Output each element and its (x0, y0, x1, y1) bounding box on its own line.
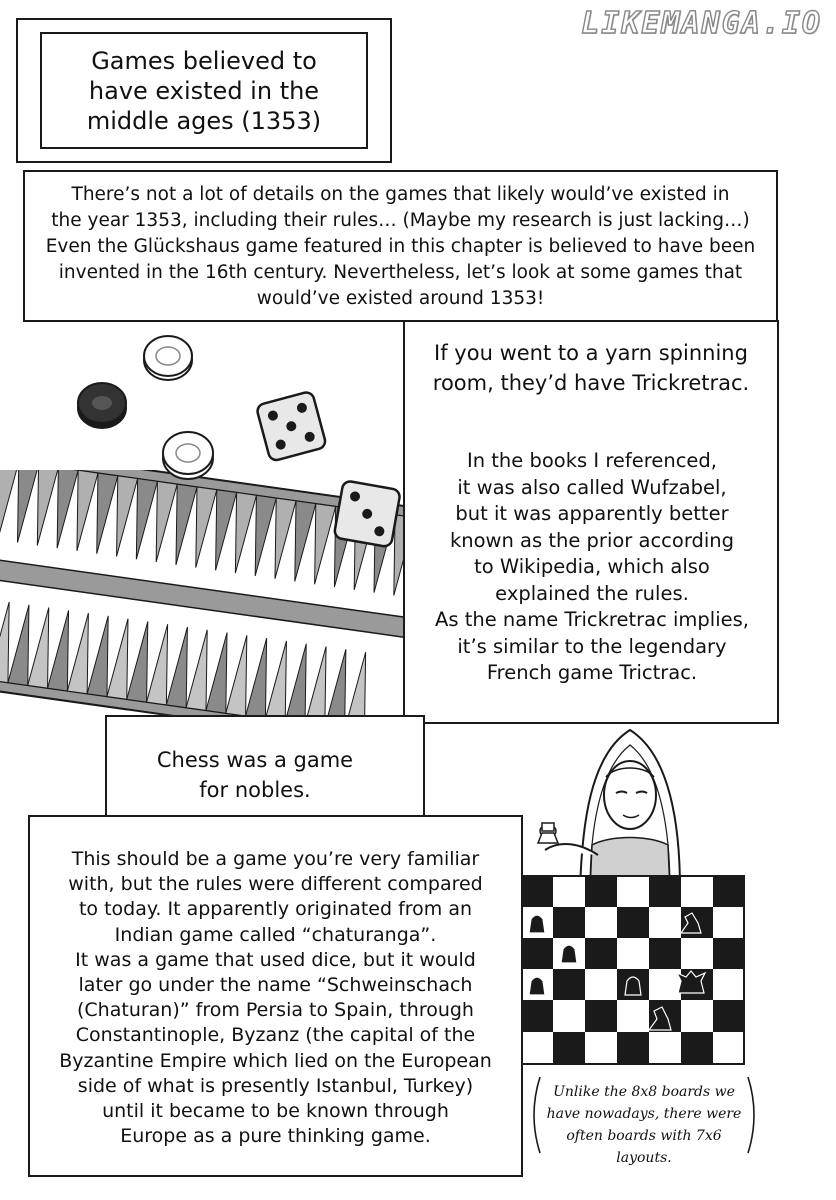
note-line: Unlike the 8x8 boards we (553, 1084, 735, 1100)
body-line: known as the prior according (449, 528, 735, 552)
body-line: Byzantine Empire which lied on the European (59, 1049, 492, 1072)
game-piece-icon (138, 330, 198, 385)
heading-line: Chess was a game (156, 748, 354, 772)
body-line: later go under the name “Schweinschach (78, 974, 473, 997)
right-paren-icon (746, 1075, 760, 1155)
body-line: This should be a game you’re very familiar (71, 848, 480, 870)
dice-icon (328, 475, 408, 555)
body-line: it was also called Wufzabel, (457, 475, 727, 499)
body-line: to Wikipedia, which also (474, 555, 710, 578)
page-title (40, 32, 368, 149)
game-piece-icon (158, 428, 218, 483)
heading-line: room, they’d have Trickretrac. (432, 371, 750, 395)
body-line: In the books I referenced, (466, 449, 718, 472)
chess-body-panel (28, 815, 523, 1177)
body-line: with, but the rules were different compared (68, 873, 483, 896)
intro-line: There’s not a lot of details on the games that likely would’ve existed in (71, 184, 730, 205)
title-box (16, 18, 392, 163)
body-line: but it was apparently better (455, 502, 729, 525)
note-line: often boards with 7x6 layouts. (566, 1128, 722, 1166)
body-line: Europe as a pure thinking game. (120, 1125, 431, 1148)
chess-heading (105, 745, 405, 805)
note-line: have nowadays, there were (546, 1106, 742, 1122)
intro-line: Even the Glückshaus game featured in this chapter is believed to have been (45, 236, 756, 257)
heading-line: for nobles. (199, 778, 311, 802)
title-line: middle ages (1353) (86, 106, 322, 135)
nun-character-illustration (520, 715, 720, 895)
body-line: (Chaturan)” from Persia to Spain, through (77, 999, 474, 1022)
body-line: It was a game that used dice, but it would (75, 948, 476, 971)
title-line: have existed in the (88, 76, 320, 105)
body-line: As the name Trickretrac implies, (435, 608, 749, 631)
heading-line: If you went to a yarn spinning (434, 341, 748, 365)
intro-line: invented in the 16th century. Nevertheless, let’s look at some games that (58, 262, 743, 283)
body-line: explained the rules. (495, 581, 689, 605)
body-line: to today. It apparently originated from an (78, 898, 473, 921)
watermark: LIKEMANGA.IO (581, 6, 822, 41)
body-line: it’s similar to the legendary (457, 634, 727, 658)
dice-icon (250, 385, 335, 465)
intro-panel (23, 170, 778, 322)
game-piece-icon (72, 378, 132, 433)
intro-line: would’ve existed around 1353! (256, 288, 545, 309)
chessboard-illustration (520, 875, 745, 1065)
body-line: Indian game called “chaturanga”. (114, 923, 437, 946)
chess-note (528, 1075, 760, 1166)
body-line: until it became to be known through (102, 1100, 449, 1123)
title-line: Games believed to (91, 46, 317, 75)
body-line: French game Trictrac. (486, 661, 698, 684)
intro-line: the year 1353, including their rules… (Maybe my research is just lacking…) (51, 210, 750, 231)
body-line: Constantinople, Byzanz (the capital of the (75, 1024, 476, 1047)
trickretrac-heading (403, 338, 779, 398)
trickretrac-body (412, 448, 772, 687)
note-text (540, 1081, 748, 1169)
body-line: side of what is presently Istanbul, Turkey) (77, 1074, 474, 1097)
